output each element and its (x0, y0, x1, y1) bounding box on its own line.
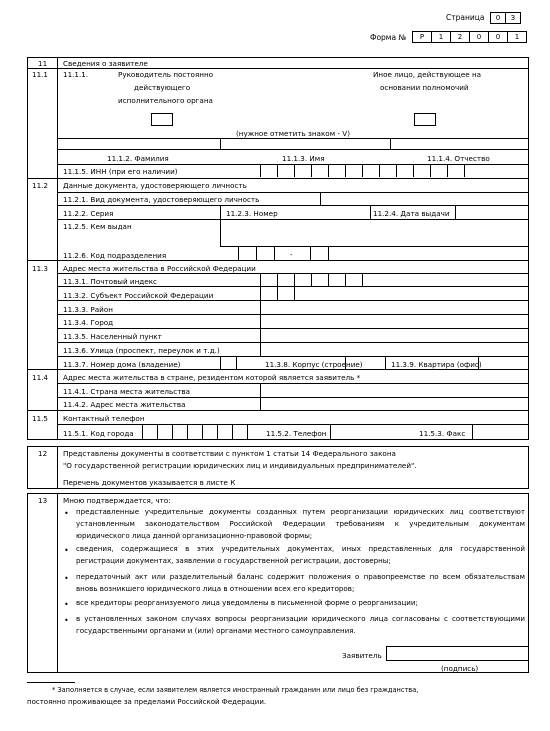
cell-divider (310, 246, 311, 260)
cell-divider (430, 164, 431, 177)
divider (57, 342, 529, 343)
divider (57, 493, 58, 673)
confirmation-item: передаточный акт или разделительный баланс содержит положения о правопреемстве по всем обязательствам вновь возникшего юридического лица в отношении всех его кредиторов; (76, 572, 525, 593)
cell-divider (187, 424, 188, 440)
divider (472, 424, 473, 440)
cell-divider (232, 424, 233, 440)
footnote-rule (27, 682, 75, 683)
cell-divider (328, 273, 329, 286)
divider (260, 328, 261, 342)
inn-label: 11.1.5. ИНН (при его наличии) (63, 167, 178, 176)
documents-text-line1: Представлены документы в соответствии с пунктом 1 статьи 14 Федерального закона (63, 449, 396, 458)
divider (220, 205, 221, 219)
surname-label: 11.1.2. Фамилия (107, 154, 169, 163)
other-person-checkbox[interactable] (414, 113, 436, 126)
divider (57, 383, 529, 384)
fax-label: 11.5.3. Факс (419, 429, 466, 438)
confirmation-item: в установленных законом случаях вопросы реорганизации юридического лица согласованы с соответствующими государственными органами и (или) органами местного самоуправления. (76, 614, 525, 635)
phone-label: 11.5.2. Телефон (266, 429, 327, 438)
cell-divider (328, 246, 329, 260)
form-label: Форма № (370, 33, 407, 42)
signature-field[interactable] (386, 646, 529, 661)
documents-list-note: Перечень документов указывается в листе К (63, 478, 236, 487)
footnote-line2: постоянно проживающее за пределами Российской Федерации. (27, 698, 267, 706)
item-11-1-1-number: 11.1.1. (63, 70, 89, 79)
cell-divider (202, 424, 203, 440)
cell-divider (274, 246, 275, 260)
postal-code-label: 11.3.1. Почтовый индекс (63, 277, 157, 286)
cell-divider (260, 273, 261, 286)
section-11-3-title: Адрес места жительства в Российской Федерации (63, 264, 256, 273)
divider (57, 397, 529, 398)
confirmation-item: сведения, содержащиеся в этих учредительных документах, иных представленных для государственной регистрации документах, заявлении о государственной регистрации, достоверны; (76, 544, 525, 565)
cell-divider (217, 424, 218, 440)
divider (236, 356, 237, 369)
form-digit: Р (412, 31, 432, 43)
cell-divider (379, 164, 380, 177)
cell-divider (345, 164, 346, 177)
section-11-4-number: 11.4 (32, 373, 49, 382)
cell-divider (157, 424, 158, 440)
section-11-1-number: 11.1 (32, 70, 49, 79)
divider (220, 219, 221, 246)
signature-caption: (подпись) (441, 664, 479, 673)
street-label: 11.3.6. Улица (проспект, переулок и т.д.) (63, 346, 220, 355)
divider (57, 328, 529, 329)
cell-divider (328, 164, 329, 177)
country-label: 11.4.1. Страна места жительства (63, 387, 191, 396)
section-11-2-title: Данные документа, удостоверяющего личность (63, 181, 247, 190)
house-label: 11.3.7. Номер дома (владение) (63, 360, 181, 369)
cell-divider (277, 273, 278, 286)
head-label-line2: действующего (134, 83, 191, 92)
divider (345, 356, 346, 369)
head-checkbox[interactable] (151, 113, 173, 126)
divider (57, 219, 529, 220)
foreign-address-label: 11.4.2. Адрес места жительства (63, 400, 186, 409)
cell-divider (238, 246, 239, 260)
divider (260, 397, 261, 410)
other-person-line2: основании полномочий (380, 83, 469, 92)
cell-divider (142, 424, 143, 440)
divider (385, 356, 386, 369)
head-label-line1: Руководитель постоянно (118, 70, 214, 79)
cell-divider (311, 164, 312, 177)
cell-divider (294, 273, 295, 286)
page-digit: 3 (505, 12, 521, 24)
other-person-line1: Иное лицо, действующее на (373, 70, 482, 79)
cell-divider (362, 164, 363, 177)
confirmation-item: все кредиторы реорганизуемого лица уведомлены в письменной форме о реорганизации; (76, 598, 418, 607)
page-digit: 0 (490, 12, 506, 24)
flat-label: 11.3.9. Квартира (офис) (391, 360, 482, 369)
locality-label: 11.3.5. Населенный пункт (63, 332, 162, 341)
cell-divider (311, 273, 312, 286)
form-digit: 0 (488, 31, 508, 43)
series-label: 11.2.2. Серия (63, 209, 114, 218)
section-11-4-title: Адрес места жительства в стране, резидентом которой является заявитель * (63, 373, 361, 382)
divider (260, 383, 261, 397)
footnote-line1: * Заполняется в случае, если заявителем является иностранный гражданин или лицо без гражданства, (52, 686, 419, 694)
cell-divider (362, 273, 363, 286)
confirmation-intro: Мною подтверждается, что: (63, 496, 171, 505)
divider (57, 138, 529, 139)
section-11-title: Сведения о заявителе (63, 59, 148, 68)
cell-divider (277, 286, 278, 300)
bullet-icon: • (64, 509, 69, 518)
section-11-number: 11 (38, 59, 48, 68)
divider (260, 300, 261, 314)
divider (27, 178, 529, 179)
divider (27, 260, 529, 261)
divider (57, 314, 529, 315)
section-12-number: 12 (38, 449, 48, 458)
patronymic-label: 11.1.4. Отчество (427, 154, 490, 163)
head-label-line3: исполнительного органа (118, 96, 213, 105)
divider (57, 424, 529, 425)
divider (27, 369, 529, 370)
divider (27, 68, 529, 69)
cell-divider (413, 164, 414, 177)
cell-divider (256, 246, 257, 260)
city-code-label: 11.5.1. Код города (63, 429, 134, 438)
documents-text-line2: "О государственной регистрации юридических лиц и индивидуальных предпринимателей". (63, 461, 417, 470)
divider (220, 246, 529, 247)
divider (260, 342, 261, 356)
divider (57, 273, 529, 274)
issue-date-label: 11.2.4. Дата выдачи (373, 209, 450, 218)
cell-divider (396, 164, 397, 177)
form-digit: 2 (450, 31, 470, 43)
region-label: 11.3.2. Субъект Российской Федерации (63, 291, 214, 300)
divider (27, 410, 529, 411)
divider (57, 356, 529, 357)
bullet-icon: • (64, 600, 69, 609)
bullet-icon: • (64, 616, 69, 625)
divider (370, 205, 371, 219)
cell-divider (260, 286, 261, 300)
cell-divider (247, 424, 248, 440)
name-label: 11.1.3. Имя (282, 154, 325, 163)
divider (57, 192, 529, 193)
divider (220, 138, 221, 149)
cell-divider (294, 286, 295, 300)
cell-divider (172, 424, 173, 440)
section-11-3-number: 11.3 (32, 264, 49, 273)
bullet-icon: • (64, 574, 69, 583)
divider (330, 424, 331, 440)
cell-divider (277, 164, 278, 177)
divider (57, 164, 529, 165)
divider (390, 138, 391, 149)
divider (57, 286, 529, 287)
applicant-label: Заявитель (342, 651, 382, 660)
divider (455, 205, 456, 219)
issued-by-label: 11.2.5. Кем выдан (63, 222, 132, 231)
cell-divider (345, 273, 346, 286)
form-digit: 1 (431, 31, 451, 43)
section-11-5-title: Контактный телефон (63, 414, 145, 423)
cell-divider (447, 164, 448, 177)
form-digit: 1 (507, 31, 527, 43)
cell-divider (464, 164, 465, 177)
district-label: 11.3.3. Район (63, 305, 113, 314)
divider (57, 300, 529, 301)
section-11-5-number: 11.5 (32, 414, 49, 423)
section-11-2-number: 11.2 (32, 181, 49, 190)
form-digit: 0 (469, 31, 489, 43)
divider (260, 314, 261, 328)
divider (220, 356, 221, 369)
divider (57, 149, 529, 150)
cell-divider (260, 164, 261, 177)
divider (478, 356, 479, 369)
number-label: 11.2.3. Номер (226, 209, 278, 218)
divider (320, 192, 321, 205)
dept-code-label: 11.2.6. Код подразделения (63, 251, 167, 260)
city-label: 11.3.4. Город (63, 318, 114, 327)
cell-divider (294, 164, 295, 177)
confirmation-item: представленные учредительные документы созданных путем реорганизации юридических лиц соответствуют установленным законодательством Российской Федерации требованиям к учредительным документам юридического лица данной организационно-правовой формы; (76, 507, 525, 540)
divider (57, 205, 529, 206)
doc-type-label: 11.2.1. Вид документа, удостоверяющего личность (63, 195, 260, 204)
page-label: Страница (446, 13, 485, 22)
dept-code-dash: - (290, 250, 293, 259)
section-13-number: 13 (38, 496, 48, 505)
mark-note: (нужное отметить знаком - V) (236, 129, 350, 138)
divider (57, 446, 58, 489)
building-label: 11.3.8. Корпус (строение) (265, 360, 363, 369)
bullet-icon: • (64, 546, 69, 555)
